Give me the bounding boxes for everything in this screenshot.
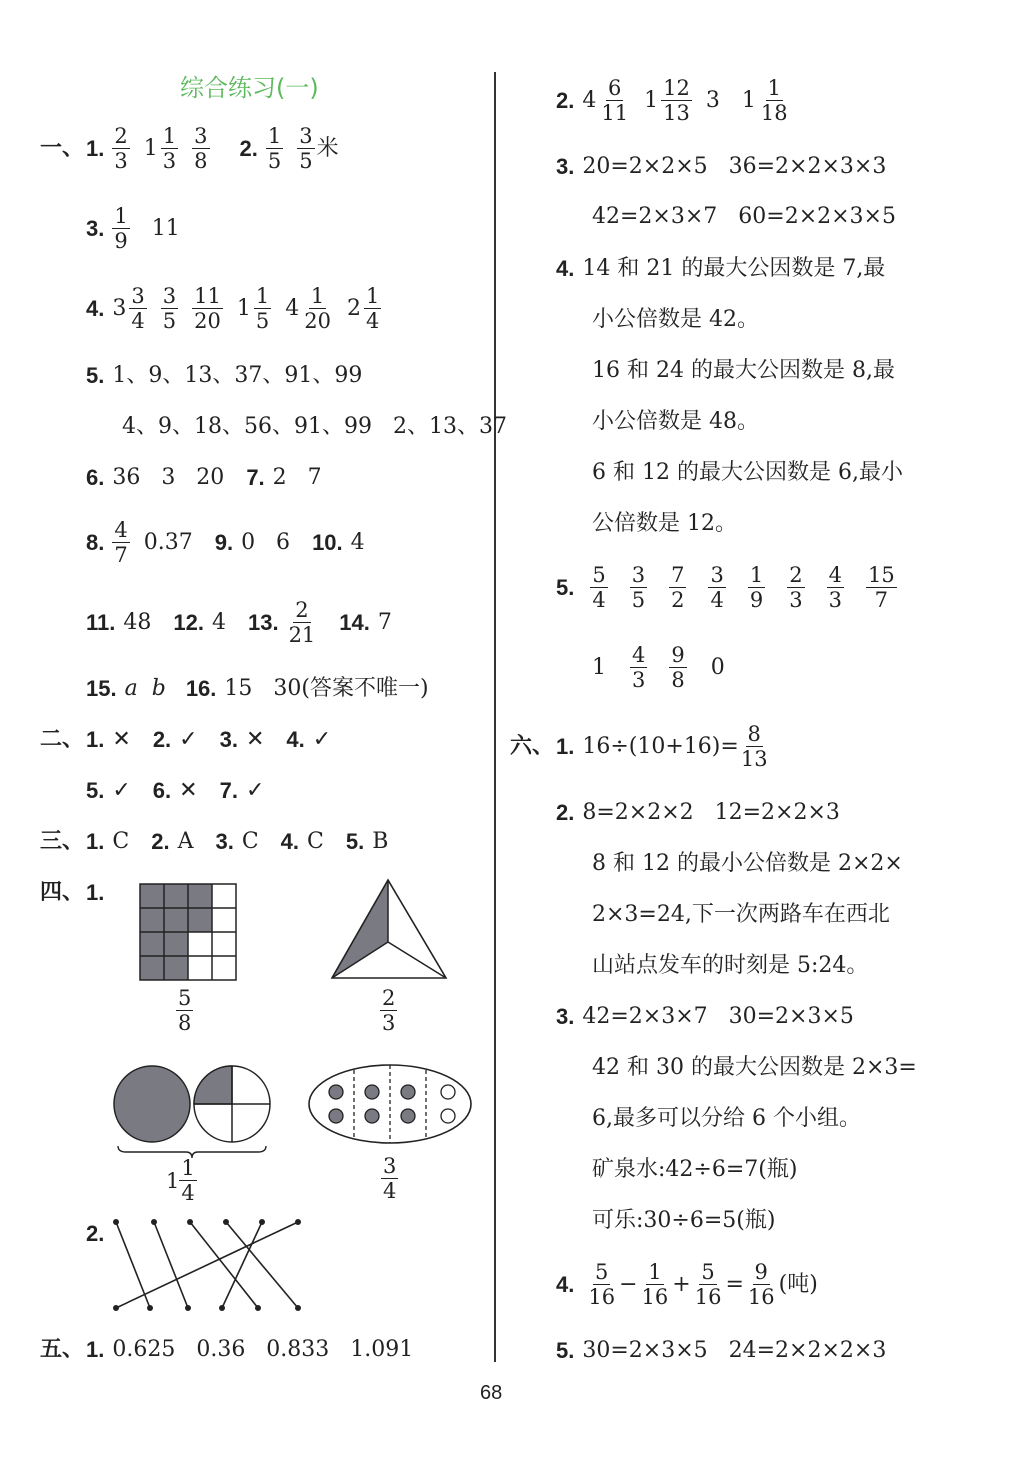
numerator: 4 <box>632 643 646 667</box>
q-number: 5. <box>556 1338 575 1363</box>
q-number: 2. <box>151 829 170 854</box>
q-number: 1. <box>556 733 575 759</box>
numerator: 1 <box>114 204 128 228</box>
right-six-q3-line4 <box>592 1157 811 1183</box>
fraction <box>586 1260 617 1309</box>
numerator: 4 <box>114 518 128 542</box>
answer-text: 6,最多可以分给 6 个小组。 <box>592 1106 861 1131</box>
denominator: 13 <box>663 101 690 125</box>
section-one-q11-q14 <box>86 598 406 647</box>
answer-text: C <box>241 829 259 854</box>
answer-text: a <box>124 676 138 701</box>
answer-text: 矿泉水:42÷6=7(瓶) <box>592 1157 798 1182</box>
shaded-quarter <box>194 1066 232 1104</box>
right-q2 <box>556 76 804 125</box>
answer-text: 可乐:30÷6=5(瓶) <box>592 1208 776 1233</box>
q-number: 6. <box>152 778 172 803</box>
denominator: 8 <box>671 668 685 692</box>
section-two-row1 <box>40 727 345 753</box>
triangle-line <box>388 942 446 978</box>
fraction <box>630 563 647 612</box>
section-one-q5-line1 <box>86 363 376 389</box>
answer-text: 42=2×3×7 30=2×3×5 <box>582 1004 854 1029</box>
q-number: 1. <box>86 829 105 854</box>
right-q4-line5 <box>592 460 917 486</box>
right-six-q3-line2 <box>592 1055 931 1081</box>
answer-text: 2 7 <box>272 465 322 490</box>
mixed-number <box>285 284 333 333</box>
mixed-number <box>347 284 381 333</box>
q-number: 5. <box>345 829 365 854</box>
q-number: 4. <box>556 256 575 281</box>
answer-text: 6 和 12 的最大公因数是 6,最小 <box>592 460 903 485</box>
numerator: 1 <box>162 124 177 148</box>
right-six-q2-line4 <box>592 953 882 979</box>
triangle-fraction-label <box>380 986 397 1035</box>
q-number: 2. <box>556 87 575 113</box>
denominator: 5 <box>267 149 282 173</box>
section-one-q4 <box>86 284 395 333</box>
answer-text: 20=2×2×5 36=2×2×3×3 <box>582 154 887 179</box>
whole: 3 <box>112 295 127 321</box>
mixed-number <box>112 284 146 333</box>
whole: 1 <box>236 295 251 321</box>
q-number: 3. <box>556 1004 575 1029</box>
answer-text: b <box>151 676 166 701</box>
page-number: 68 <box>480 1382 503 1404</box>
numerator: 4 <box>828 563 842 587</box>
fraction <box>266 124 283 173</box>
numerator: 1 <box>181 1156 195 1180</box>
mixed-number <box>644 76 692 125</box>
circles-fraction-label <box>166 1156 197 1205</box>
right-six-q2-line2 <box>592 851 917 877</box>
right-six-q3-line1 <box>556 1004 868 1030</box>
denominator: 20 <box>194 309 221 333</box>
fraction <box>693 1260 724 1309</box>
fraction <box>161 124 178 173</box>
denominator: 3 <box>828 588 842 612</box>
section-one-q8-q10 <box>86 518 379 567</box>
fraction <box>599 76 630 125</box>
answer-text: 7 <box>377 609 392 635</box>
q-number: 4. <box>286 727 305 752</box>
q-number: 3. <box>86 215 105 241</box>
fraction <box>759 76 790 125</box>
denominator: 7 <box>874 588 889 612</box>
q-number: 5. <box>556 574 575 600</box>
q-number: 7. <box>246 465 265 490</box>
numerator: 2 <box>382 986 396 1010</box>
numerator: 12 <box>663 76 690 100</box>
right-six-q5 <box>556 1338 900 1364</box>
numerator: 1 <box>267 124 282 148</box>
q-number: 1. <box>86 727 105 752</box>
denominator: 5 <box>631 588 646 612</box>
numerator: 2 <box>114 124 128 148</box>
q-number: 6. <box>86 465 105 490</box>
numerator: 5 <box>592 563 606 587</box>
answer-text: 0 <box>710 654 725 680</box>
right-q4-line3 <box>592 358 909 384</box>
numerator: 5 <box>178 986 192 1010</box>
denominator: 16 <box>694 1285 722 1309</box>
q-number: 3. <box>219 727 238 752</box>
fraction <box>640 1260 671 1309</box>
fraction <box>364 284 381 333</box>
right-six-q1 <box>510 722 784 771</box>
oval-figure <box>308 1064 474 1146</box>
denominator: 20 <box>304 309 331 333</box>
numerator: 1 <box>749 563 764 587</box>
answer-text: B <box>372 829 389 854</box>
right-q4-line6 <box>592 511 751 537</box>
answer-text: 42 和 30 的最大公因数是 2×3= <box>592 1055 917 1080</box>
answer-text: 小公倍数是 48。 <box>592 409 759 434</box>
denominator: 5 <box>299 149 313 173</box>
fraction <box>866 563 897 612</box>
unit-text: (吨) <box>778 1271 818 1297</box>
answer-text: 15 30(答案不唯一) <box>224 676 429 701</box>
right-q4-line2 <box>592 307 773 333</box>
denominator: 8 <box>178 1011 192 1035</box>
triangle-figure <box>332 880 448 980</box>
section-one-q6-q7 <box>86 465 336 491</box>
q-number: 2. <box>556 800 575 825</box>
answer-text: 4、9、18、56、91、99 2、13、37 <box>122 414 507 439</box>
section-three <box>40 829 402 855</box>
section-one-q1-q2 <box>40 124 353 173</box>
whole: 1 <box>644 87 659 113</box>
q-number: 4. <box>556 1271 575 1297</box>
fraction <box>669 643 686 692</box>
denominator: 11 <box>601 101 629 125</box>
mark-text: ✓ <box>112 778 131 803</box>
denominator: 4 <box>181 1181 195 1205</box>
answer-text: 36 3 20 <box>112 465 225 490</box>
right-six-q2-line3 <box>592 902 904 928</box>
mark-text: ✓ <box>245 778 265 803</box>
q-number: 5. <box>86 778 105 803</box>
q-number: 2. <box>239 135 258 161</box>
answer-text: 11 <box>151 215 180 241</box>
denominator: 5 <box>255 309 270 333</box>
mark-text: ✕ <box>245 727 265 752</box>
q-number: 7. <box>219 778 238 803</box>
answer-text: 16÷(10+16)= <box>582 733 739 759</box>
denominator: 9 <box>114 229 128 253</box>
q-number: 5. <box>86 363 105 388</box>
section-three-label: 三、 <box>40 829 85 854</box>
answer-text: 小公倍数是 42。 <box>592 307 759 332</box>
q-number: 15. <box>86 676 117 701</box>
q-number: 1. <box>86 880 105 905</box>
numerator: 3 <box>299 124 313 148</box>
answer-text: 山站点发车的时刻是 5:24。 <box>592 953 869 978</box>
answer-text: 0 6 <box>241 529 291 555</box>
numerator: 1 <box>310 284 325 308</box>
answer-text: 0.37 <box>143 529 193 555</box>
grid-fraction-label <box>176 986 193 1035</box>
denominator: 4 <box>131 309 145 333</box>
section-two-row2 <box>86 778 278 804</box>
denominator: 3 <box>114 149 128 173</box>
denominator: 2 <box>671 588 685 612</box>
numerator: 2 <box>295 598 309 622</box>
section-four-label: 四、 <box>40 880 85 905</box>
numerator: 2 <box>789 563 803 587</box>
q-number: 2. <box>152 727 172 752</box>
whole: 4 <box>285 295 300 321</box>
whole: 1 <box>741 87 756 113</box>
section-four-q2 <box>86 1221 112 1247</box>
numerator: 6 <box>608 76 622 100</box>
denominator: 9 <box>749 588 764 612</box>
answer-text: 14 和 21 的最大公因数是 7,最 <box>582 256 886 281</box>
denominator: 3 <box>632 668 646 692</box>
mixed-number <box>237 284 271 333</box>
right-q3-line1 <box>556 154 900 180</box>
denominator: 4 <box>710 588 724 612</box>
right-six-q3-line3 <box>592 1106 875 1132</box>
answer-text: C <box>112 829 130 854</box>
grid-figure <box>140 884 236 980</box>
match-lines <box>116 1222 298 1308</box>
fraction <box>192 124 209 173</box>
right-six-q2-line1 <box>556 800 854 826</box>
answer-text: 16 和 24 的最大公因数是 8,最 <box>592 358 895 383</box>
q-number: 10. <box>312 529 343 555</box>
right-six-q3-line5 <box>592 1208 789 1234</box>
q-number: 1. <box>86 135 105 161</box>
answer-text: 42=2×3×7 60=2×2×3×5 <box>592 204 896 229</box>
fraction <box>739 722 770 771</box>
fraction <box>179 1156 196 1205</box>
answer-text: 1 <box>592 654 606 680</box>
denominator: 3 <box>789 588 803 612</box>
answer-text: 2×3=24,下一次两路车在西北 <box>592 902 890 927</box>
q-number: 2. <box>86 1221 105 1246</box>
q-number: 8. <box>86 529 105 555</box>
fraction <box>661 76 692 125</box>
answer-text: 3 <box>705 87 720 113</box>
fraction <box>161 284 178 333</box>
q-number: 4. <box>280 829 300 854</box>
denominator: 4 <box>592 588 606 612</box>
matching-lines-figure <box>112 1218 304 1310</box>
mark-text: ✓ <box>312 727 332 752</box>
right-q4-line1 <box>556 256 899 282</box>
section-six-label: 六、 <box>510 733 555 759</box>
fraction <box>112 204 129 253</box>
mark-text: ✕ <box>112 727 131 752</box>
fraction <box>590 563 607 612</box>
denominator: 8 <box>194 149 208 173</box>
page-title: 综合练习(一) <box>180 74 319 102</box>
answer-text: 0.625 0.36 0.833 1.091 <box>112 1337 414 1362</box>
numerator: 1 <box>255 284 270 308</box>
denominator: 4 <box>365 309 380 333</box>
numerator: 3 <box>162 284 177 308</box>
q-number: 3. <box>215 829 234 854</box>
denominator: 18 <box>760 101 788 125</box>
numerator: 5 <box>701 1260 715 1284</box>
answer-text: 4 <box>350 529 365 555</box>
denominator: 13 <box>740 747 768 771</box>
answer-text: 8 和 12 的最小公倍数是 2×2× <box>592 851 903 876</box>
right-q3-line2 <box>592 204 910 230</box>
full-circle <box>114 1066 190 1142</box>
numerator: 9 <box>671 643 685 667</box>
numerator: 8 <box>747 722 761 746</box>
q-number: 16. <box>185 676 217 701</box>
q-number: 1. <box>86 1337 105 1362</box>
section-one-q3 <box>86 204 194 253</box>
denominator: 7 <box>114 543 128 567</box>
answer-text: 1、9、13、37、91、99 <box>112 363 363 388</box>
section-two-label: 二、 <box>40 727 85 752</box>
operator-text: − <box>619 1271 638 1297</box>
column-divider <box>494 72 496 1362</box>
section-one-q5-line2 <box>122 414 521 440</box>
numerator: 1 <box>767 76 781 100</box>
numerator: 5 <box>595 1260 609 1284</box>
numerator: 9 <box>754 1260 768 1284</box>
fraction <box>254 284 271 333</box>
q-number: 3. <box>556 154 575 179</box>
answer-text: 4 <box>211 609 226 635</box>
fraction <box>297 124 314 173</box>
fraction <box>746 1260 777 1309</box>
fraction <box>287 598 318 647</box>
fraction <box>748 563 765 612</box>
section-five-label: 五、 <box>40 1337 85 1362</box>
numerator: 1 <box>648 1260 662 1284</box>
numerator: 15 <box>867 563 895 587</box>
denominator: 16 <box>747 1285 775 1309</box>
q-number: 11. <box>86 609 116 635</box>
fraction <box>112 518 129 567</box>
mixed-number <box>742 76 790 125</box>
oval-fraction-label <box>381 1154 398 1203</box>
denominator: 5 <box>162 309 177 333</box>
mixed-number <box>582 76 630 125</box>
denominator: 4 <box>383 1179 397 1203</box>
numerator: 11 <box>194 284 221 308</box>
denominator: 21 <box>288 623 316 647</box>
answer-text: A <box>177 829 194 854</box>
numerator: 7 <box>671 563 685 587</box>
fraction <box>787 563 804 612</box>
fraction <box>302 284 333 333</box>
q-number: 14. <box>339 609 370 635</box>
section-one-label: 一、 <box>40 135 85 161</box>
fraction <box>669 563 686 612</box>
fraction <box>630 643 647 692</box>
unit-text: 米 <box>316 135 339 161</box>
q-number: 9. <box>214 529 234 555</box>
circles-figure <box>112 1064 274 1160</box>
operator-text: = <box>725 1271 744 1297</box>
q-number: 13. <box>247 609 279 635</box>
right-q5-row1 <box>556 563 911 612</box>
whole: 2 <box>346 295 361 321</box>
right-q4-line4 <box>592 409 773 435</box>
whole: 4 <box>582 87 597 113</box>
answer-text: 8=2×2×2 12=2×2×3 <box>582 800 840 825</box>
mark-text: ✓ <box>179 727 198 752</box>
fraction <box>827 563 844 612</box>
denominator: 3 <box>162 149 177 173</box>
numerator: 3 <box>710 563 724 587</box>
mixed-number <box>144 124 178 173</box>
right-q5-row2 <box>592 643 739 692</box>
fraction <box>112 124 129 173</box>
answer-text: 公倍数是 12。 <box>592 511 737 536</box>
fraction <box>708 563 725 612</box>
denominator: 16 <box>641 1285 669 1309</box>
numerator: 3 <box>131 284 145 308</box>
fraction <box>129 284 146 333</box>
q-number: 4. <box>86 295 105 321</box>
answer-text: 48 <box>123 609 152 635</box>
section-five <box>40 1337 427 1363</box>
section-one-q15-q16 <box>86 676 443 702</box>
denominator: 16 <box>588 1285 616 1309</box>
denominator: 3 <box>382 1011 396 1035</box>
q-number: 12. <box>173 609 204 635</box>
answer-text: C <box>307 829 324 854</box>
numerator: 3 <box>631 563 646 587</box>
numerator: 3 <box>383 1154 397 1178</box>
operator-text: + <box>672 1271 691 1297</box>
right-six-q4 <box>556 1260 832 1309</box>
whole: 1 <box>166 1168 180 1193</box>
mark-text: ✕ <box>179 778 198 803</box>
numerator: 3 <box>194 124 208 148</box>
fraction <box>192 284 223 333</box>
section-four-q1 <box>40 880 112 906</box>
whole: 1 <box>143 135 158 161</box>
numerator: 1 <box>365 284 380 308</box>
answer-text: 30=2×3×5 24=2×2×2×3 <box>582 1338 887 1363</box>
